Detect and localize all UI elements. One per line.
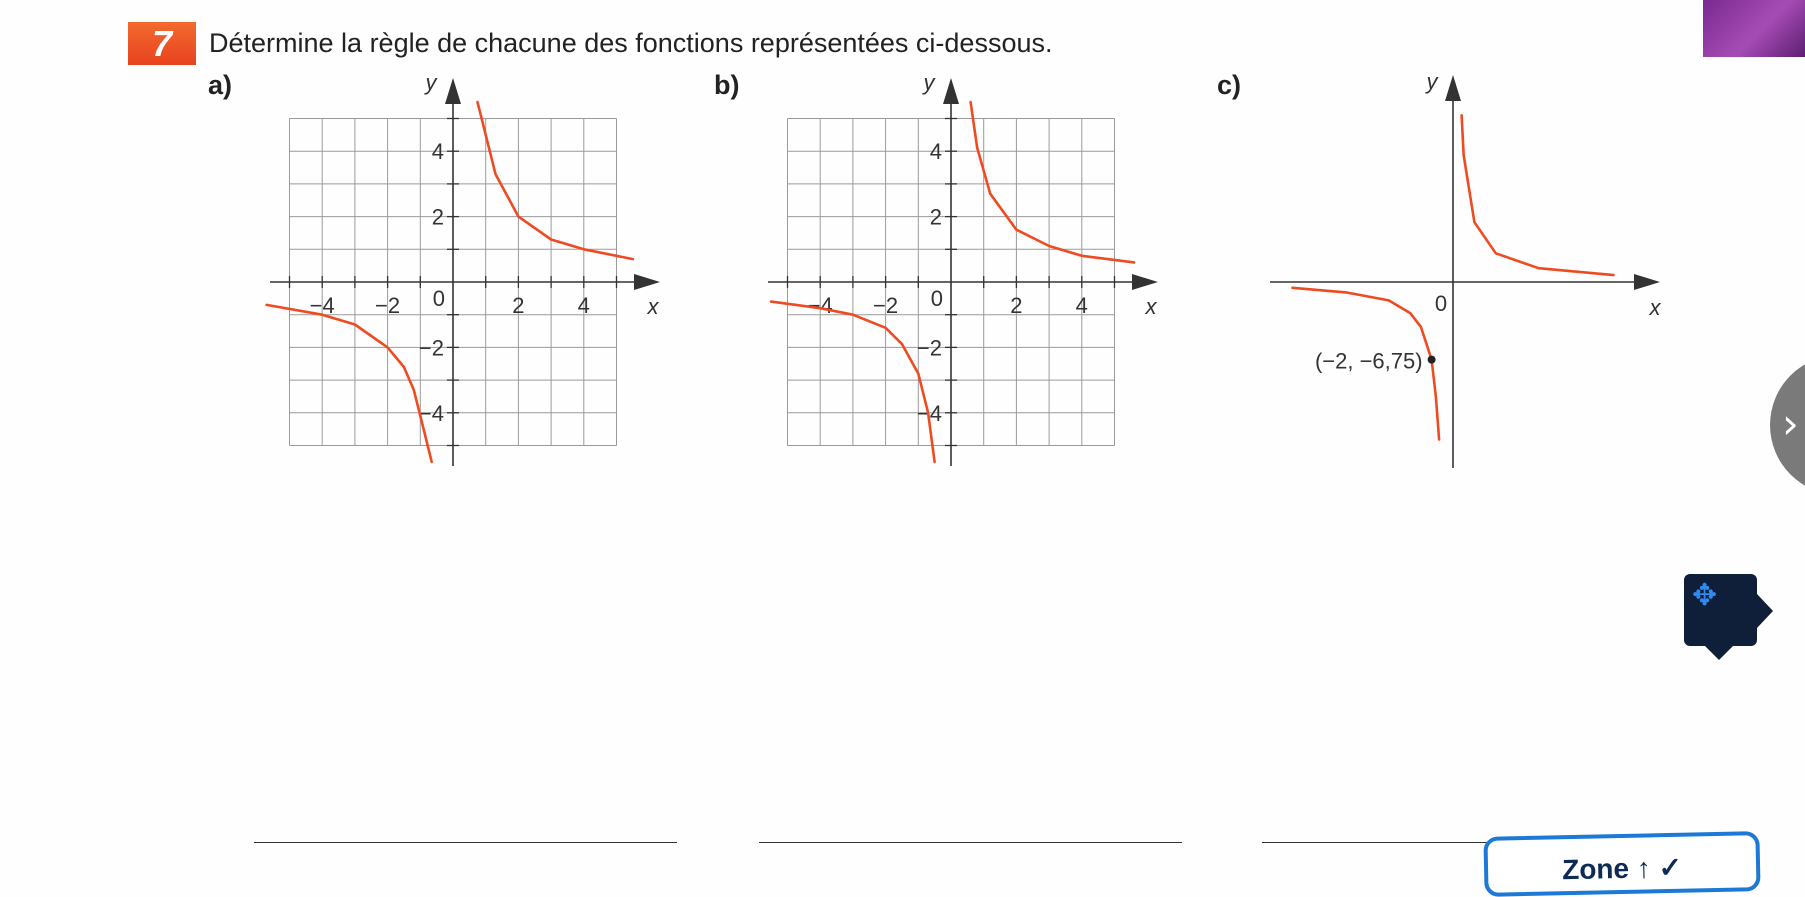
tool-pointer-down bbox=[1705, 646, 1733, 660]
x-axis-arrow-c bbox=[1634, 274, 1660, 290]
annotation-label-c: (−2, −6,75) bbox=[1314, 348, 1423, 374]
x-tick-label-a: 2 bbox=[512, 293, 525, 318]
curve-branch-a bbox=[478, 102, 633, 259]
origin-label-a: 0 bbox=[432, 286, 445, 311]
answer-line-c[interactable] bbox=[1262, 842, 1492, 843]
x-tick-label-b: 2 bbox=[1010, 293, 1023, 318]
x-tick-label-b: 4 bbox=[1075, 293, 1088, 318]
chevron-right-icon: › bbox=[1782, 399, 1799, 448]
y-axis-arrow-b bbox=[943, 78, 959, 104]
y-axis-arrow-c bbox=[1445, 75, 1461, 101]
y-axis-label-a: y bbox=[425, 70, 437, 95]
y-tick-label-b: −4 bbox=[916, 400, 942, 426]
exercise-instruction: Détermine la règle de chacune des fonctions représentées ci-dessous. bbox=[209, 28, 1053, 58]
y-tick-label-b: −2 bbox=[916, 335, 942, 361]
curve-branch-c bbox=[1462, 115, 1614, 275]
move-tool-button[interactable] bbox=[1684, 574, 1757, 646]
textbook-corner-image bbox=[1703, 0, 1805, 57]
part-label-c: c) bbox=[1217, 70, 1242, 100]
y-axis-arrow-a bbox=[445, 78, 461, 104]
answer-line-b[interactable] bbox=[759, 842, 1182, 843]
move-icon: ✥ bbox=[1692, 578, 1718, 613]
y-tick-label-a: −2 bbox=[418, 335, 444, 361]
y-axis-label-b: y bbox=[923, 70, 935, 95]
x-tick-label-b: −4 bbox=[807, 293, 833, 318]
answer-line-a[interactable] bbox=[254, 842, 677, 843]
y-axis-label-c: y bbox=[1426, 69, 1438, 94]
origin-label-c: 0 bbox=[1434, 291, 1448, 316]
x-tick-label-a: 4 bbox=[577, 293, 590, 318]
x-axis-arrow-a bbox=[634, 274, 660, 290]
x-axis-arrow-b bbox=[1132, 274, 1158, 290]
x-axis-label-b: x bbox=[1145, 294, 1157, 319]
y-tick-label-b: 4 bbox=[929, 139, 942, 165]
origin-label-b: 0 bbox=[930, 286, 943, 311]
part-label-b: b) bbox=[714, 70, 740, 100]
x-tick-label-a: −4 bbox=[309, 293, 335, 318]
x-tick-label-a: −2 bbox=[375, 293, 401, 318]
x-axis-label-a: x bbox=[647, 294, 659, 319]
y-tick-label-a: −4 bbox=[418, 400, 444, 426]
y-tick-label-a: 4 bbox=[431, 139, 444, 165]
exercise-number: 7 bbox=[151, 22, 173, 64]
annotated-point-c bbox=[1428, 356, 1436, 364]
y-tick-label-b: 2 bbox=[929, 204, 942, 230]
curve-branch-b bbox=[971, 102, 1135, 262]
x-tick-label-b: −2 bbox=[873, 293, 899, 318]
tool-pointer-right bbox=[1757, 594, 1773, 628]
x-axis-label-c: x bbox=[1649, 295, 1661, 320]
zone-button[interactable]: Zone ↑ ✓ bbox=[1483, 831, 1760, 897]
y-tick-label-a: 2 bbox=[431, 204, 444, 230]
curve-branch-a bbox=[267, 305, 432, 462]
part-label-a: a) bbox=[208, 70, 233, 100]
